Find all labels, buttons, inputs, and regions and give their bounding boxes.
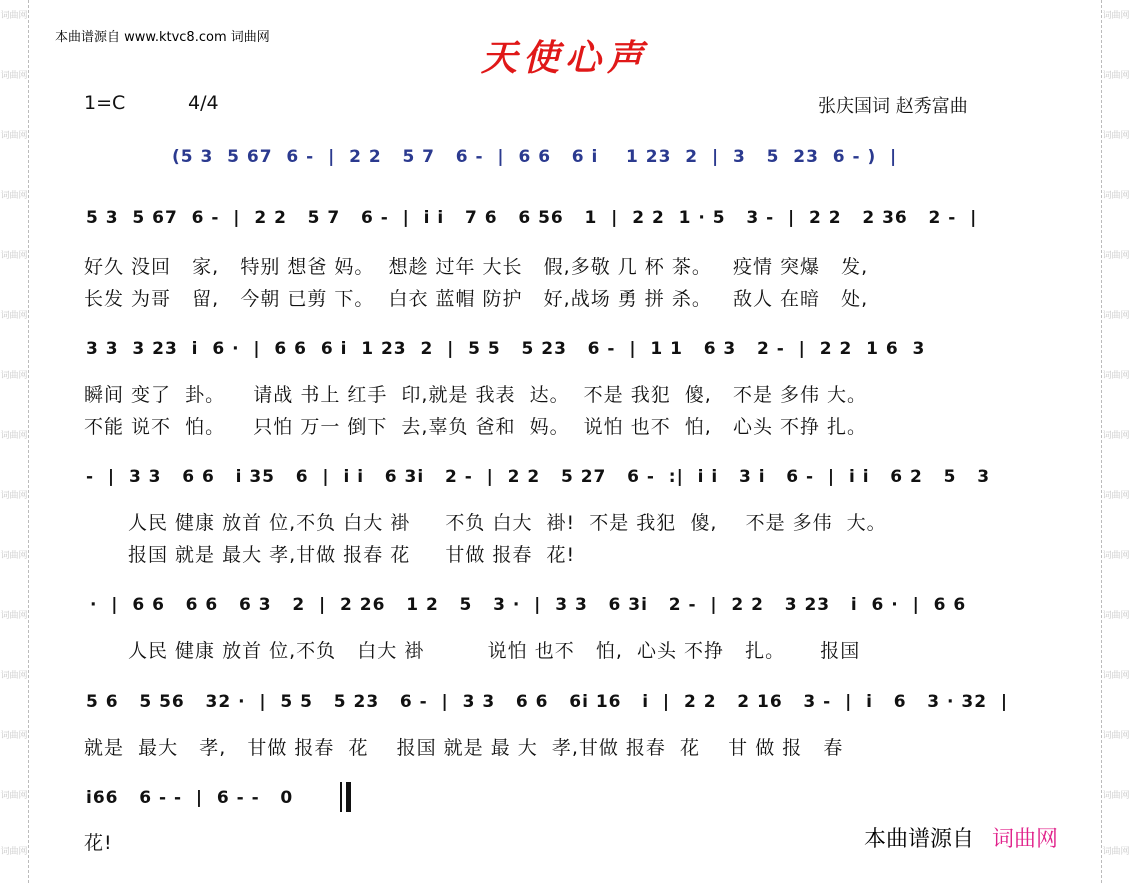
watermark-left: 词曲网 — [0, 847, 28, 857]
watermark-right: 词曲网 — [1102, 371, 1130, 381]
watermark-left: 词曲网 — [0, 11, 28, 21]
watermark-left: 词曲网 — [0, 251, 28, 261]
watermark-right: 词曲网 — [1102, 671, 1130, 681]
notes-line-1: 5 3 5 67 6 - | 2 2 5 7 6 - | i i 7 6 6 56 1 | 2 2 1 · 5 3 - | 2 2 2 36 2 - | — [86, 208, 978, 228]
source-note: 本曲谱源自 www.ktvc8.com 词曲网 — [55, 30, 270, 45]
lyric-line-3-verse-1: 人民 健康 放首 位,不负 白大 褂 不负 白大 褂! 不是 我犯 傻, 不是 多伟 大。 — [128, 512, 887, 534]
watermark-left: 词曲网 — [0, 311, 28, 321]
watermark-right: 词曲网 — [1102, 11, 1130, 21]
notes-line-4: · | 6 6 6 6 6 3 2 | 2 26 1 2 5 3 · | 3 3 6 3i 2 - | 2 2 3 23 i 6 · | 6 6 — [90, 595, 967, 615]
watermark-right: 词曲网 — [1102, 131, 1130, 141]
watermark-right: 词曲网 — [1102, 251, 1130, 261]
watermark-left: 词曲网 — [0, 671, 28, 681]
footer-source — [864, 822, 1058, 853]
watermark-left: 词曲网 — [0, 71, 28, 81]
notes-line-3: - | 3 3 6 6 i 35 6 | i i 6 3i 2 - | 2 2 5 27 6 - :| i i 3 i 6 - | i i 6 2 5 3 — [86, 467, 991, 487]
lyric-line-2-verse-2: 不能 说不 怕。 只怕 万一 倒下 去,辜负 爸和 妈。 说怕 也不 怕, 心头 不挣 扎。 — [84, 416, 868, 438]
lyric-line-4: 人民 健康 放首 位,不负 白大 褂 说怕 也不 怕, 心头 不挣 扎。 报国 — [128, 640, 861, 662]
lyric-line-6: 花! — [84, 832, 113, 854]
notes-line-2: 3 3 3 23 i 6 · | 6 6 6 i 1 23 2 | 5 5 5 23 6 - | 1 1 6 3 2 - | 2 2 1 6 3 — [86, 339, 926, 359]
lyric-line-1-verse-1: 好久 没回 家, 特别 想爸 妈。 想趁 过年 大长 假,多敬 几 杯 茶。 疫情 突爆 发, — [84, 256, 869, 278]
watermark-left: 词曲网 — [0, 431, 28, 441]
watermark-left: 词曲网 — [0, 191, 28, 201]
watermark-right: 词曲网 — [1102, 551, 1130, 561]
watermark-left: 词曲网 — [0, 551, 28, 561]
watermark-left: 词曲网 — [0, 791, 28, 801]
watermark-right: 词曲网 — [1102, 491, 1130, 501]
intro-notes: (5 3 5 67 6 - | 2 2 5 7 6 - | 6 6 6 i 1 23 2 | 3 5 23 6 - ) | — [172, 147, 898, 167]
watermark-left: 词曲网 — [0, 371, 28, 381]
notes-line-6: i66 6 - - | 6 - - 0 — [86, 788, 294, 808]
credits: 张庆国词 赵秀富曲 — [818, 96, 968, 117]
lyric-line-5: 就是 最大 孝, 甘做 报春 花 报国 就是 最 大 孝,甘做 报春 花 甘 做 报 春 — [84, 737, 844, 759]
notes-line-5: 5 6 5 56 32 · | 5 5 5 23 6 - | 3 3 6 6 6i 16 i | 2 2 2 16 3 - | i 6 3 · 32 | — [86, 692, 1009, 712]
lyric-line-1-verse-2: 长发 为哥 留, 今朝 已剪 下。 白衣 蓝帽 防护 好,战场 勇 拼 杀。 敌人 在暗 处, — [84, 288, 869, 310]
watermark-right: 词曲网 — [1102, 791, 1130, 801]
watermark-right: 词曲网 — [1102, 71, 1130, 81]
song-title: 天使心声 — [480, 37, 649, 79]
watermark-left: 词曲网 — [0, 131, 28, 141]
watermark-left: 词曲网 — [0, 611, 28, 621]
watermark-right: 词曲网 — [1102, 611, 1130, 621]
watermark-right: 词曲网 — [1102, 311, 1130, 321]
watermark-left: 词曲网 — [0, 491, 28, 501]
watermark-right: 词曲网 — [1102, 431, 1130, 441]
watermark-left: 词曲网 — [0, 731, 28, 741]
final-barline — [340, 782, 350, 812]
key-signature: 1=C — [84, 92, 126, 114]
footer-source-label: 本曲谱源自 — [864, 827, 975, 852]
watermark-right: 词曲网 — [1102, 191, 1130, 201]
footer-site-name: 词曲网 — [992, 827, 1059, 852]
time-signature: 4/4 — [188, 92, 219, 114]
lyric-line-2-verse-1: 瞬间 变了 卦。 请战 书上 红手 印,就是 我表 达。 不是 我犯 傻, 不是 多伟 大。 — [84, 384, 868, 406]
lyric-line-3-verse-2: 报国 就是 最大 孝,甘做 报春 花 甘做 报春 花! — [128, 544, 576, 566]
watermark-right: 词曲网 — [1102, 731, 1130, 741]
watermark-right: 词曲网 — [1102, 847, 1130, 857]
